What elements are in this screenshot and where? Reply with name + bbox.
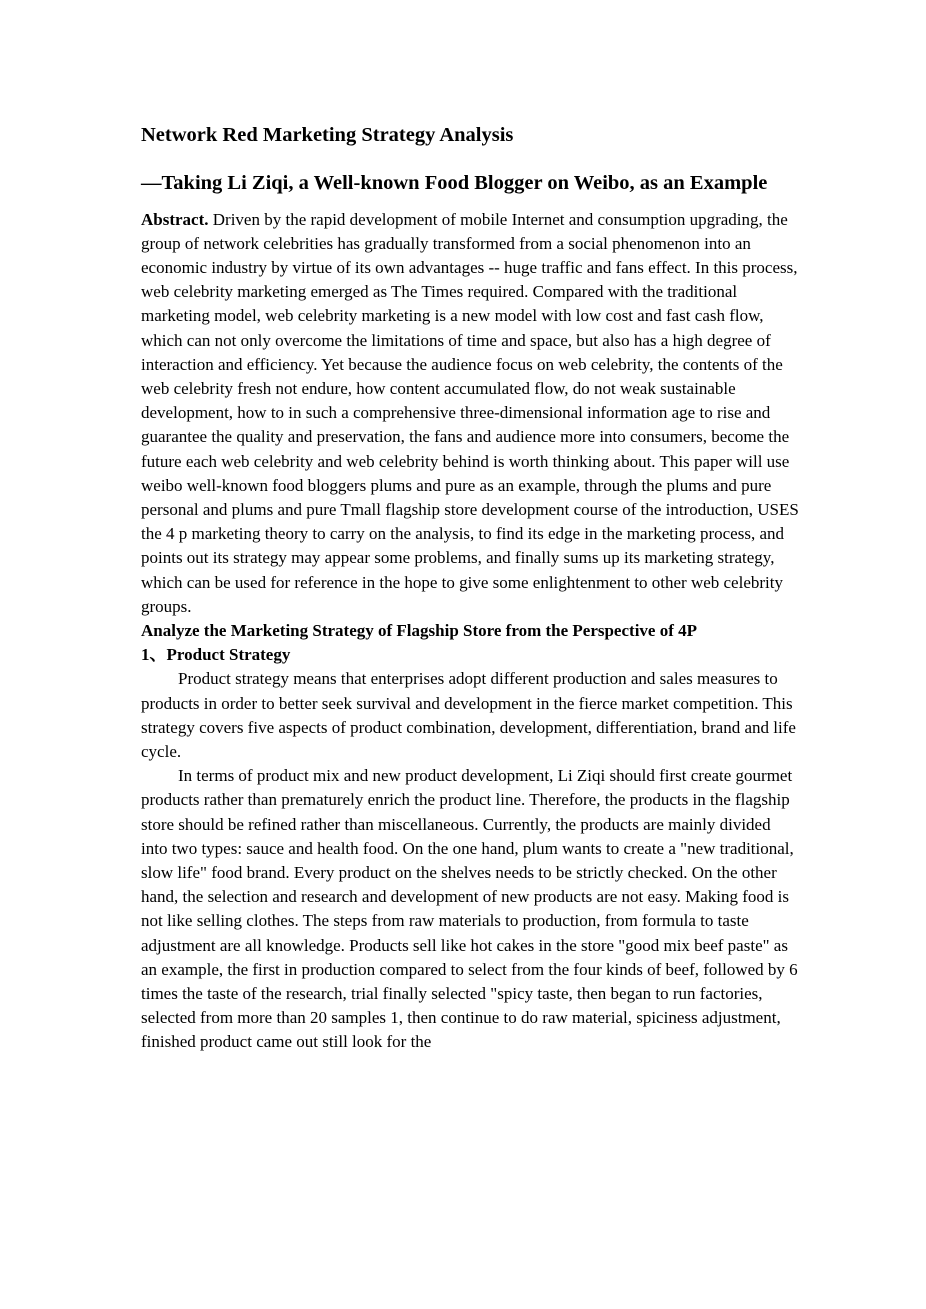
body-paragraph: Product strategy means that enterprises adopt different production and sales measures to products in order to better seek survival and development in the fierce market competition. This strategy covers five aspects of product combination, development, differentiation, brand and life cycle.: [141, 669, 796, 761]
paper-page: [141, 123, 801, 1055]
abstract-text: Driven by the rapid development of mobile Internet and consumption upgrading, the group of network celebrities has gradually transformed from a social phenomenon into an economic industry by virtue of its own advantages -- huge traffic and fans effect. In this process, web celebrity marketing emerged as The Times required. Compared with the traditional marketing model, web celebrity marketing is a new model with low cost and fast cash flow, which can not only overcome the limitations of time and space, but also has a high degree of interaction and efficiency. Yet because the audience focus on web celebrity, the contents of the web celebrity fresh not endure, how content accumulated flow, do not weak sustainable development, how to in such a comprehensive three-dimensional information age to rise and guarantee the quality and preservation, the fans and audience more into consumers, become the future each web celebrity and web celebrity behind is worth thinking about. This paper will use weibo well-known food bloggers plums and pure as an example, through the plums and pure personal and plums and pure Tmall flagship store development course of the introduction, USES the 4 p marketing theory to carry on the analysis, to find its edge in the marketing process, and points out its strategy may appear some problems, and finally sums up its marketing strategy, which can be used for reference in the hope to give some enlightenment to other web celebrity groups.: [141, 209, 799, 616]
subsection-heading: 1、Product Strategy: [141, 645, 291, 665]
paper-title: Network Red Marketing Strategy Analysis: [141, 124, 514, 146]
body-paragraph: In terms of product mix and new product development, Li Ziqi should first create gourmet products rather than prematurely enrich the product line. Therefore, the products in the flagship store should be refined rather than miscellaneous. Currently, the products are mainly divided into two types: sauce and health food. On the one hand, plum wants to create a "new traditional, slow life" food brand. Every product on the shelves needs to be strictly checked. On the other hand, the selection and research and development of new products are not easy. Making food is not like selling clothes. The steps from raw materials to production, from formula to taste adjustment are all knowledge. Products sell like hot cakes in the store "good mix beef paste" as an example, the first in production compared to select from the four kinds of beef, followed by 6 times the taste of the research, trial finally selected "spicy taste, then began to run factories, selected from more than 20 samples 1, then continue to do raw material, spiciness adjustment, finished product came out still look for the: [141, 766, 798, 1052]
abstract-paragraph: [141, 208, 801, 619]
abstract-label: Abstract.: [141, 209, 209, 229]
paper-subtitle: —Taking Li Ziqi, a Well-known Food Blogger on Weibo, as an Example: [141, 172, 768, 194]
section-heading: Analyze the Marketing Strategy of Flagship Store from the Perspective of 4P: [141, 620, 698, 640]
